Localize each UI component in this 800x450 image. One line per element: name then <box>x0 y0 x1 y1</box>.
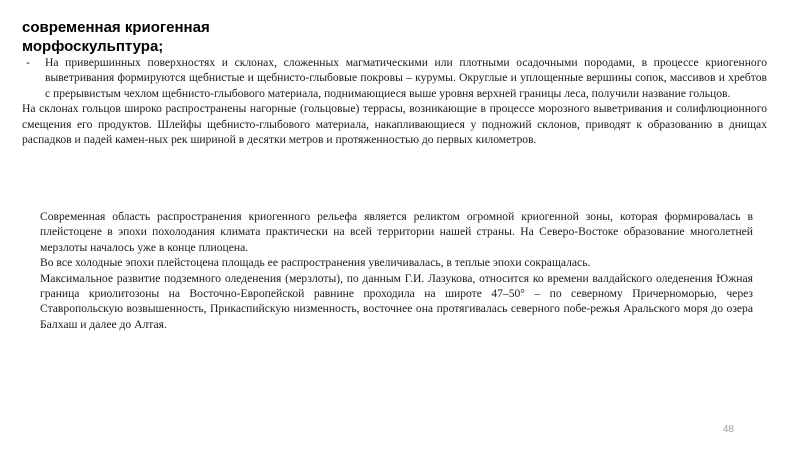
page-number: 48 <box>722 424 734 435</box>
paragraph-terraces: На склонах гольцов широко распространены нагорные (гольцовые) террасы, возникающие в процессе морозного выветривания и солифлюционного смещения его продуктов. Шлейфы щебнисто-глыбового материала, накапливающиеся у подножий склонов, приводят к образованию в днищах распадков и падей камен-ных рек шириной в десятки метров и протяженностью до первых километров. <box>22 102 767 147</box>
slide-title <box>22 18 210 56</box>
text-block-cryogenic-zone <box>40 209 753 332</box>
bullet-text: На привершинных поверхностях и склонах, сложенных магматическими или плотными осадочными породами, в процессе криогенного выветривания формируются щебнистые и щебнисто-глыбовые покровы – курумы. Округлые и уплощенные вершины сопок, массивов и хребтов с прерывистым чехлом щебнисто-глыбового материала, поднимающиеся выше уровня верхней границы леса, получили название гольцов. <box>45 56 767 100</box>
dash-bullet-icon: - <box>26 56 30 69</box>
slide-title-line-1: современная криогенная <box>22 19 210 36</box>
slide-title-line-2: морфоскульптура; <box>22 38 164 55</box>
bullet-item <box>22 55 767 101</box>
paragraph-relict-zone: Современная область распространения криогенного рельефа является реликтом огромной криогенной зоны, которая формировалась в плейстоцене в эпохи похолодания климата практически на всей территории нашей страны. На Северо-Востоке образование многолетней мерзлоты началось уже в конце плиоцена. <box>40 210 753 254</box>
text-block-kurums <box>22 55 767 147</box>
paragraph-cold-epochs: Во все холодные эпохи плейстоцена площадь ее распространения увеличивалась, в теплые эпохи сокращалась. <box>40 256 591 270</box>
paragraph-max-development: Максимальное развитие подземного оледенения (мерзлоты), по данным Г.И. Лазукова, относится ко времени валдайского оледенения Южная граница криолитозоны на Восточно-Европейской равнине проходила на широте 47–50° – по северному Причерноморью, через Ставропольскую возвышенность, Прикаспийскую низменность, восточнее она протягивалась северного побе-режья Аральского моря до озера Балхаш и далее до Алтая. <box>40 271 753 331</box>
